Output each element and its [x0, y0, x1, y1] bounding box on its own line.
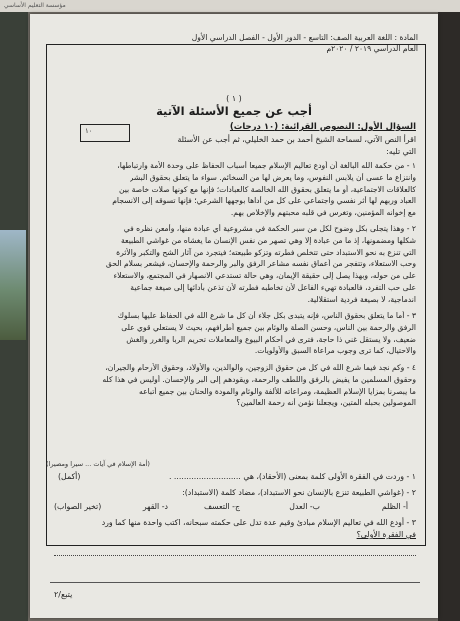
- p2-line: على من حوله، وبهذا يصل إلى حقيقة الإيمان، وهي حالة تستدعي الانصهار في المجتمع، والاستعلاء: [113, 271, 416, 281]
- question-1-tag: (أكمل): [58, 472, 81, 481]
- p2-line: اندماجية، لا بصيغة فردية استقلالية.: [307, 294, 416, 304]
- question-hint: (أمة الإسلام في آيات ... سيرا ومصيرا): [46, 460, 150, 468]
- p4-line: ٤ - وكم نجد فيما شرع الله في كل من حقوق الزوجين، والوالدين، والأولاد، وحقوق الأرحام والجيران،: [105, 363, 416, 372]
- p3-line: الرفق والرحمة بين الناس، وحسن الصلة والوئام بين جميع أطرافهم، بحيث لا يستعلي قوي على: [121, 322, 416, 332]
- answer-line: [54, 554, 416, 556]
- option-b: ب- العدل: [289, 502, 320, 511]
- instruction-lead: التي تليه:: [386, 147, 416, 156]
- option-d: د- القهر: [142, 502, 168, 511]
- main-title: أجب عن جميع الأسئلة الآتية: [156, 104, 312, 118]
- p2-line: على حب التفرد، فالعبادة تهيء الفاعل لأن تخاطبه فطرته لأن تذعن بأدائها إلى صيغة جماعية: [130, 283, 416, 292]
- section-title: السؤال الأول: النصوص القرائية: (١٠ درجات): [229, 122, 416, 132]
- page-number: ( ١ ): [226, 94, 242, 103]
- exam-paper: [30, 14, 438, 618]
- question-2: ٢ - (غواشي الطبيعة تنزع بالإنسان نحو الاستبداد)، مضاد كلمة (الاستبداد):: [182, 488, 416, 497]
- question-3-line-1: ٣ - أودع الله في تعاليم الإسلام مبادئ وقيم عدة تدل على حكمته سبحانه، اكتب واحدة منها كما ورد: [101, 518, 416, 527]
- p2-line: التي تنزع به نحو الاستبداد حتى تتخلص فطرته وتزكو طبيعته؛ فيتجرد من آثار الشح والتكبر والأثرة: [116, 247, 416, 257]
- p4-line: الموصولين بحبله المتين، ويجعلنا نؤمن أنه رحمة العالمين؟: [236, 398, 416, 408]
- p4-line: وحقوق المسلمين ما يفيض بالرفق واللطف والرحمة، ويقودهم إلى البر والإحسان. أوليس في هذا كله: [102, 374, 416, 384]
- left-photo-fragment: [0, 230, 26, 340]
- p1-line: وانتزاع ما عسى أن يلابس النفوس، وما يعرض لها من السخائم. سواء ما يتعلق بحقوق البشر: [129, 172, 416, 182]
- year-line: العام الدراسي ٢٠١٩ / ٢٠٢٠م: [326, 44, 418, 53]
- instruction: اقرأ النص الآتي، لسماحة الشيخ أحمد بن حمد الخليلي، ثم أجب عن الأسئلة: [177, 135, 416, 144]
- score-box: [80, 124, 130, 142]
- p2-line: وحب الاستعلاء، وتتفجر من أعماق نفسه مشاعر الرفق والبر والرحمة والإحسان، فيشعر بسلام الحق: [105, 259, 416, 269]
- question-3-line-2: في الفقرة الأولى؟: [356, 530, 416, 539]
- right-background: [438, 12, 460, 621]
- p3-line: ٣ - أما ما يتعلق بحقوق الناس، فإنه يتبدى بكل جلاء أن كل ما شرع الله في الحفاظ عليها بسلوك: [117, 311, 416, 320]
- p1-line: ١ - من حكمة الله البالغة أن أودع تعاليم الإسلام جميعا أسباب الحفاظ على وحدة الأمة وارتباطها،: [117, 161, 416, 170]
- p4-line: ما يبصرنا بمزايا الإسلام العظيمة، ومراعاته للألفة والوئام والمودة والحنان بين جميع أتباعه: [139, 386, 416, 396]
- option-a: أ- الظلم: [381, 502, 408, 511]
- p2-line: شكلها ومضمونها، إذ ما من عبادة إلا وهي تصهر من نفس الإنسان ما يغشاه من غواشي الطبيعة: [120, 235, 416, 245]
- footer-continue: يتبع/٢: [54, 590, 73, 599]
- p1-line: العباد وربهم لها أثر نفسي واجتماعي على كل من أداها بوجهها الشرعي؛ فإنها تسوقه إلى الانسجام: [112, 196, 416, 206]
- subject-line: المادة : اللغة العربية الصف: التاسع - الدور الأول - الفصل الدراسي الأول: [191, 33, 418, 42]
- question-2-tag: (تخير الصواب): [54, 502, 102, 511]
- p1-line: كالعلاقات الاجتماعية، أو ما يتعلق بحقوق الله الخالصة كالعبادات؛ فإنها مع كونها صلات خاصة بين: [118, 184, 416, 194]
- option-c: ج- التعسف: [203, 502, 240, 511]
- p3-line: ضعيف، ولا يستقل غني ذا حاجة، فترى في أحكام البيوع والمعاملات تحريم الربا والغرر والغش: [126, 334, 416, 344]
- p2-line: ٢ - وهذا يتجلى بكل وضوح لكل من سبر الحكمة في مشروعية أي عبادة منها، وأمعن نظره في: [123, 224, 416, 233]
- p1-line: مع إخوانه المؤمنين، وتغرس في قلبه محبتهم والإخلاص بهم.: [230, 208, 416, 218]
- p3-line: والاحتيال، كما ترى وجوب مراعاة السبق والأولويات.: [254, 346, 416, 356]
- browser-bar-text: مؤسسة التعليم الأساسي: [4, 2, 66, 9]
- question-1: ١ - وردت في الفقرة الأولى كلمة بمعنى (الأحقاد)، هي ........................... .: [168, 472, 416, 481]
- footer-divider: [50, 582, 420, 583]
- browser-bar: [0, 0, 460, 12]
- score-value: ١٠: [85, 127, 93, 135]
